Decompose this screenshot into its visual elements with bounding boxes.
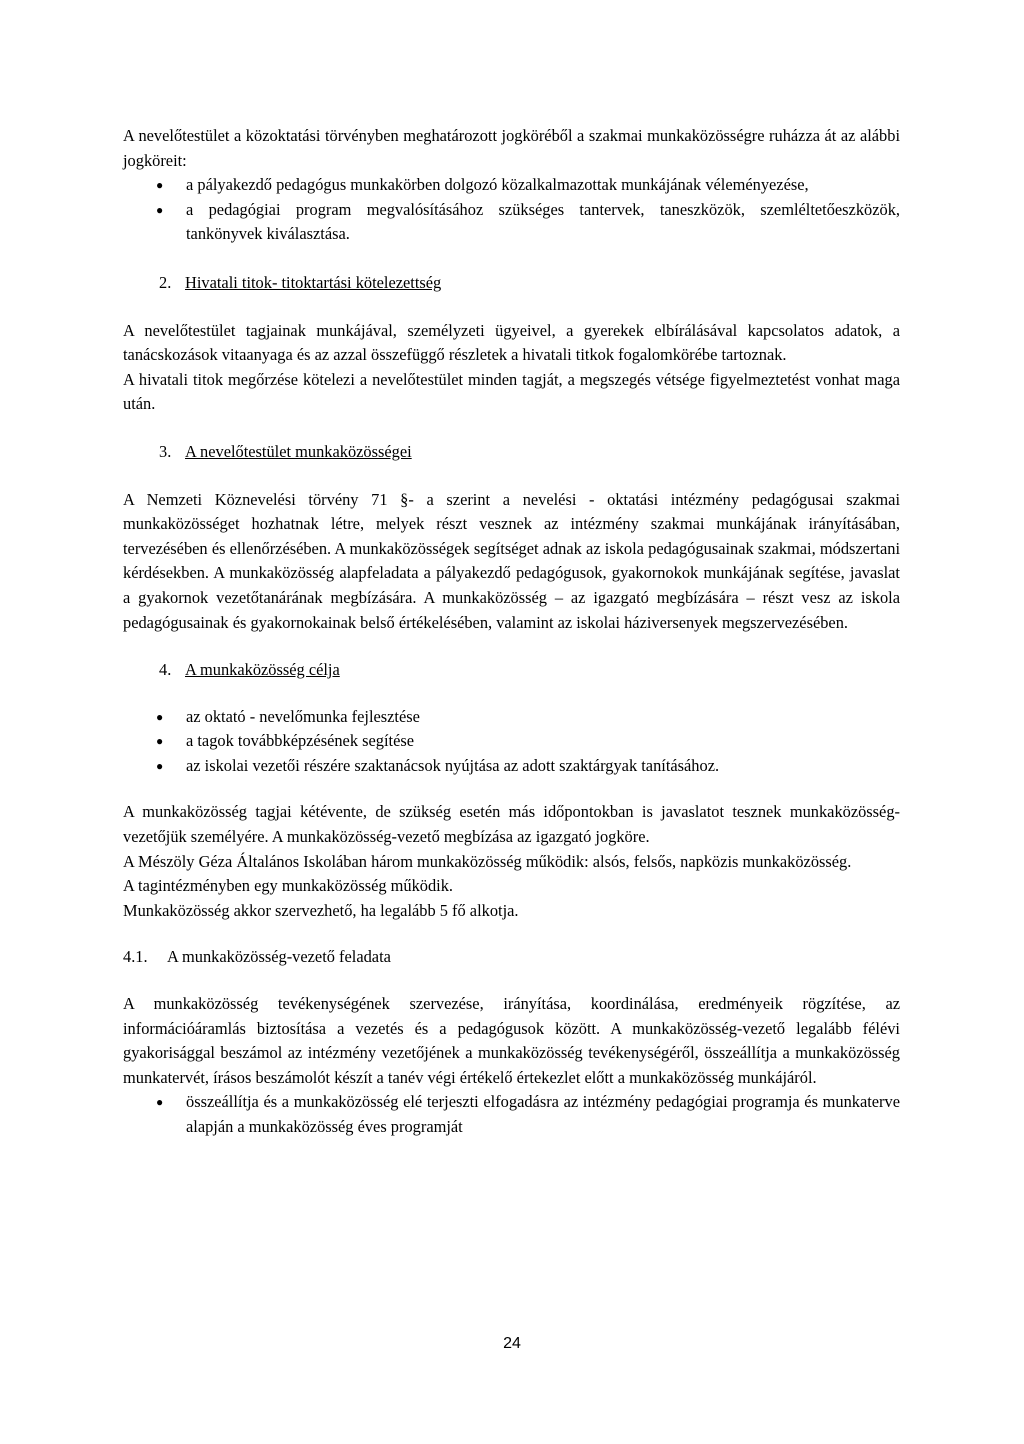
section-2-paragraph-2: A hivatali titok megőrzése kötelezi a nevelőtestület minden tagját, a megszegés vétsége figyelmeztetést vonhat maga után. [123, 369, 900, 414]
section-4-bullet-list [123, 705, 900, 779]
section-title: A munkaközösség célja [185, 660, 340, 680]
section-number: 4.1. [123, 947, 148, 967]
page-number: 24 [503, 1335, 521, 1352]
section-title: A nevelőtestület munkaközösségei [185, 441, 412, 461]
list-item: ● a pedagógiai program megvalósításához szükséges tantervek, taneszközök, szemléltetőeszközök, tankönyvek kiválasztása. [123, 198, 900, 247]
section-4-paragraph-4: Munkaközösség akkor szervezhető, ha legalább 5 fő alkotja. [123, 900, 519, 920]
list-item: ● az oktató - nevelőmunka fejlesztése [123, 705, 900, 730]
section-4-1-heading [123, 945, 900, 970]
section-3-heading [123, 440, 900, 465]
intro-paragraph: A nevelőtestület a közoktatási törvényben meghatározott jogköréből a szakmai munkaközösségre ruházza át az alábbi jogköreit: [123, 126, 900, 170]
section-4-1-paragraph: A munkaközösség tevékenységének szervezése, irányítása, koordinálása, eredményeik rögzítése, az információáramlás biztosítása a vezetés és a pedagógusok között. A munkaközösség-vezető legalább félévi gyakorisággal beszámol az intézmény vezetőjének a munkaközösség tevékenységéről, összeállítja a munkaközösség munkatervét, írásos beszámolót készít a tanév végi értékelő értekezlet előtt a munkaközösség munkájáról. [123, 994, 900, 1087]
section-4-heading [123, 658, 900, 683]
section-4-paragraph-3: A tagintézményben egy munkaközösség működik. [123, 876, 454, 896]
section-number: 3. [159, 441, 172, 461]
list-item: ● az iskolai vezetői részére szaktanácsok nyújtása az adott szaktárgyak tanításához. [123, 754, 900, 779]
section-3-paragraph: A Nemzeti Köznevelési törvény 71 §- a szerint a nevelési - oktatási intézmény pedagógusai szakmai munkaközösséget hozhatnak létre, melyek részt vesznek az intézmény szakmai munkájának irányításában, tervezésében és ellenőrzésében. A munkaközösségek segítséget adnak az iskola pedagógusainak szakmai, módszertani kérdésekben. A munkaközösség alapfeladata a pályakezdő pedagógusok, gyakornokok munkájának segítése, javaslat a gyakornok vezetőtanárának megbízására. A munkaközösség – az igazgató megbízására – részt vesz az iskola pedagógusainak és gyakornokainak belső értékelésében, valamint az iskolai háziversenyek megszervezésében. [123, 489, 900, 632]
section-number: 2. [159, 272, 172, 292]
section-4-1-bullet-list [123, 1090, 900, 1139]
page-content [123, 124, 900, 1140]
section-2-paragraph-1: A nevelőtestület tagjainak munkájával, személyzeti ügyeivel, a gyerekek elbírálásával kapcsolatos adatok, a tanácskozások vitaanyaga és az azzal összefüggő részletek a hivatali titkok fogalomkörébe tartoznak. [123, 320, 900, 365]
list-item: ● a tagok továbbképzésének segítése [123, 729, 900, 754]
section-4-paragraph-2: A Mészöly Géza Általános Iskolában három munkaközösség működik: alsós, felsős, napközis munkaközösség. [123, 851, 852, 871]
list-item: ● összeállítja és a munkaközösség elé terjeszti elfogadásra az intézmény pedagógiai programja és munkaterve alapján a munkaközösség éves programját [123, 1090, 900, 1139]
list-item: ● a pályakezdő pedagógus munkakörben dolgozó közalkalmazottak munkájának véleményezése, [123, 173, 900, 198]
section-4-paragraph-1: A munkaközösség tagjai kétévente, de szükség esetén más időpontokban is javaslatot tesznek munkaközösség-vezetőjük személyére. A munkaközösség-vezető megbízása az igazgató jogköre. [123, 802, 900, 847]
section-number: 4. [159, 660, 172, 680]
intro-bullet-list [123, 173, 900, 247]
section-title: Hivatali titok- titoktartási kötelezettség [185, 272, 442, 292]
section-2-heading [123, 271, 900, 296]
section-title: A munkaközösség-vezető feladata [167, 947, 391, 967]
